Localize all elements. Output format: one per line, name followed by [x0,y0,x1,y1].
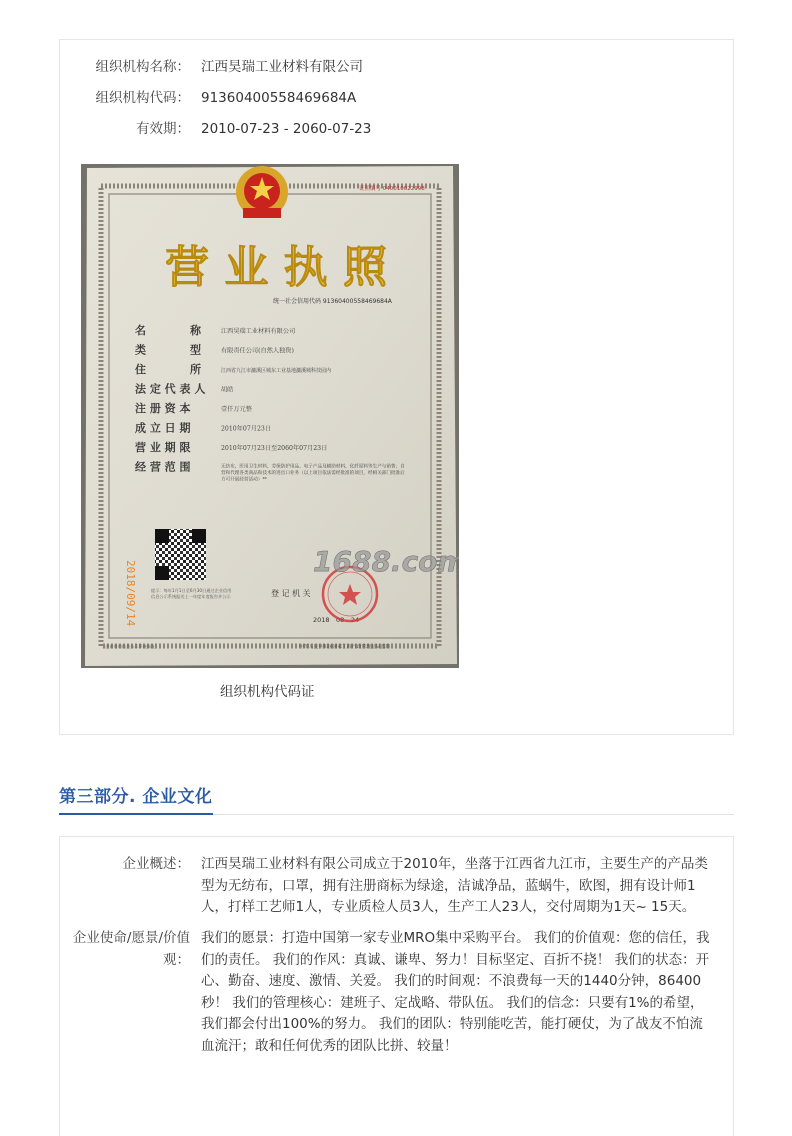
license-field-key: 名 称 [135,324,201,337]
business-license-photo [81,164,459,668]
culture-card [59,836,734,1136]
overview-line: 型为无纺布，口罩，拥有注册商标为绿途，洁诚净品，蓝蜗牛，欧图，拥有设计师1 [201,877,696,894]
svg-text:信息公示系统报送上一年度年度报告并公示: 信息公示系统报送上一年度年度报告并公示 [151,594,231,599]
mission-label-line: 观： [163,951,190,968]
overview-text [201,854,731,919]
overview-line: 江西昊瑞工业材料有限公司成立于2010年，坐落于江西省九江市，主要生产的产品类 [201,856,708,872]
license-field-key: 注 册 资 本 [135,402,191,415]
license-field-key: 成 立 日 期 [135,421,191,435]
issue-date: 2018 08 24 [313,616,360,624]
license-field-value: 2010年07月23日至2060年07月23日 [221,445,328,452]
license-field-value: 方可开展经营活动）** [221,477,267,483]
license-field-value: 有限责任公司(自然人独资) [221,347,294,355]
license-footer: 中华人民共和国国家工商行政管理总局监制 [299,645,391,650]
validity-label: 有效期： [136,121,190,137]
license-field-value: 营和代理各类商品和技术的进出口业务（以上项目依法需经批准的项目，经相关部门批准后 [221,471,405,476]
watermark-1688: 1688.com [313,545,459,578]
registrar-label: 登 记 机 关 [271,589,311,598]
mission-line: 我们的愿景：打造中国第一家专业MRO集中采购平台。 我们的价值观：您的信任，我 [201,930,710,946]
license-field-value: 壹仟万元整 [221,406,252,413]
license-serial: 证照编号 040010022998 [359,186,425,192]
mission-label [60,928,190,971]
license-title: 营 业 执 照 [165,242,387,293]
validity-value: 2010-07-23 - 2060-07-23 [201,121,372,137]
license-field-value: 江西省九江市濂溪区城东工业基地濂溪城科技园内 [221,368,332,374]
overview-label: 企业概述： [122,856,190,872]
overview-line: 人，打样工艺师1人，专业质检人员3人，生产工人23人，交付周期为1天~ 15天。 [201,899,696,915]
license-caption: 组织机构代码证 [220,684,315,700]
section-title-accent [59,813,213,815]
license-field-key: 类 型 [135,343,201,357]
national-emblem-icon [236,166,288,218]
mission-line: 心、勤奋、速度、激情、关爱。 我们的时间观：不浪费每一天的1440分钟，86400 [201,973,702,989]
license-field-key: 营 业 期 限 [135,441,191,454]
license-field-key: 经 营 范 围 [135,460,191,474]
license-field-value: 江西昊瑞工业材料有限公司 [221,328,296,335]
org-info-card [59,39,734,735]
license-field-key: 法 定 代 表 人 [135,382,206,396]
stamp-date: 2018/09/14 [124,560,137,627]
org-name-value: 江西昊瑞工业材料有限公司 [201,59,363,75]
mission-line: 我们都会付出100%的努力。 我们的团队：特别能吃苦，能打硬仗，为了战友不怕流 [201,1016,703,1032]
license-field-value: 胡皓 [221,386,234,394]
mission-line: 秒！ 我们的管理核心：建班子、定战略、带队伍。 我们的信念：只要有1%的希望， [201,994,704,1011]
section-title: 第三部分. 企业文化 [59,787,213,807]
license-field-value: 2010年07月23日 [221,425,272,433]
org-name-label: 组织机构名称： [95,59,190,75]
svg-text:提示：每年1月1日至6月30日通过企业信用: 提示：每年1月1日至6月30日通过企业信用 [151,588,232,593]
mission-line: 们的责任。 我们的作风：真诚、谦卑、努力！目标坚定、百折不挠！ 我们的状态：开 [201,951,710,968]
license-field-key: 住 所 [135,363,201,376]
mission-line: 血流汗；敢和任何优秀的团队比拼、较量！ [201,1037,458,1054]
svg-text:企业信用信息公示系统网址: 企业信用信息公示系统网址 [105,644,156,649]
mission-label-line: 企业使命/愿景/价值 [72,930,190,946]
org-code-label: 组织机构代码： [95,90,190,106]
org-code-value: 91360400558469684A [201,90,357,106]
license-field-value: 无纺布、医用卫生材料、劳保防护用品、电子产品及辅助材料、化纤原料等生产与销售；自 [221,464,405,470]
mission-text [201,928,731,1057]
license-credit-code: 统一社会信用代码 91360400558469684A [273,298,392,305]
